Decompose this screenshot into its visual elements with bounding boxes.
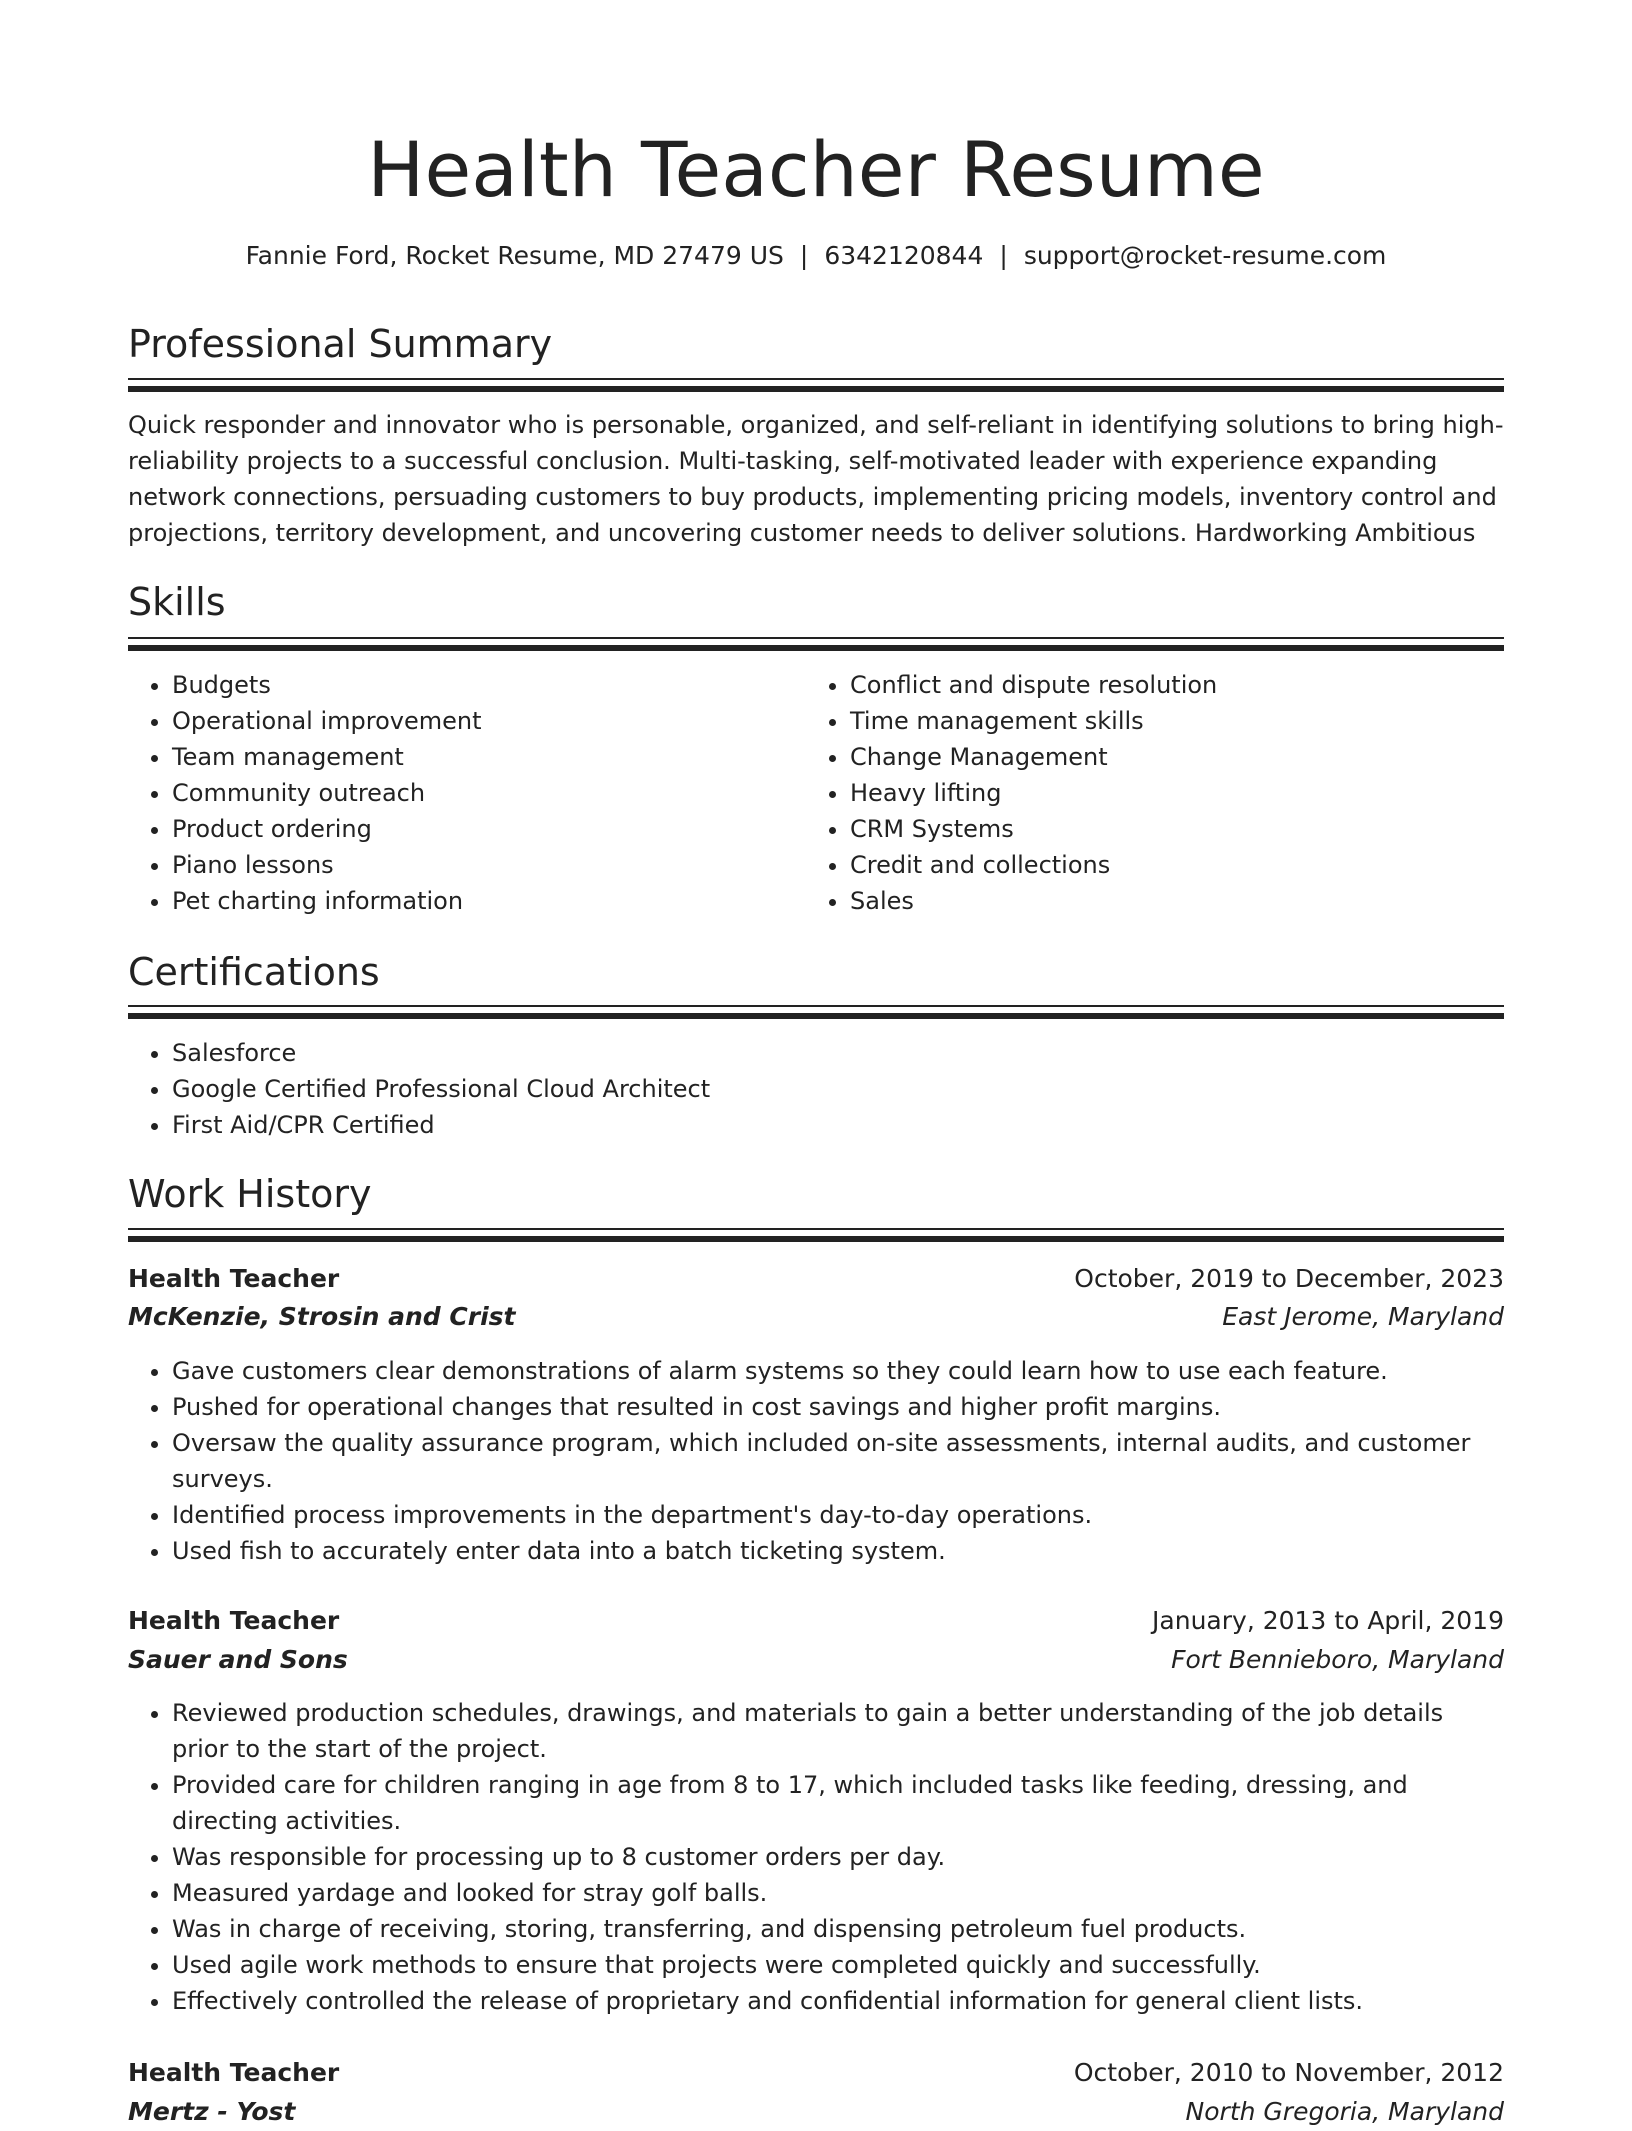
job-subheader [128,1298,1504,1336]
skill-item: • Pet charting information [172,883,802,919]
job-bullet: • Gave customers clear demonstrations of alarm systems so they could learn how to use each feature. [172,1353,1504,1389]
skill-item: • Operational improvement [172,703,802,739]
job-location: North Gregoria, Maryland [1185,2097,1504,2126]
skill-item: • Conflict and dispute resolution [850,667,1500,703]
summary-text: Quick responder and innovator who is personable, organized, and self-reliant in identifying solutions to bring high-reliability projects to a successful conclusion. Multi-tasking, self-motivated leader with experience expanding network connections, persuading customers to buy products, implementing pricing models, inventory control and projections, territory development, and uncovering customer needs to deliver solutions. Hardworking Ambitious [128,411,1504,547]
job-header [128,2054,1504,2092]
skill-item: • Credit and collections [850,847,1500,883]
contact-line [128,238,1504,274]
job-bullet: • Pushed for operational changes that resulted in cost savings and higher profit margins. [172,1389,1504,1425]
job-bullet: • Provided care for children ranging in age from 8 to 17, which included tasks like feeding, dressing, and directing activities. [172,1767,1504,1839]
certifications-heading: Certifications [128,950,380,994]
contact-phone: 6342120844 [824,241,984,270]
job-header [128,1602,1504,1640]
skill-item: • Product ordering [172,811,802,847]
section-divider [128,1005,1504,1019]
job-company: Sauer and Sons [128,1645,348,1674]
job-dates: October, 2010 to November, 2012 [1073,2058,1504,2087]
certification-item: • First Aid/CPR Certified [172,1107,1504,1143]
contact-address: Fannie Ford, Rocket Resume, MD 27479 US [245,241,784,270]
job-bullet: • Used fish to accurately enter data into a batch ticketing system. [172,1533,1504,1569]
job-bullet: • Oversaw the quality assurance program, which included on-site assessments, internal audits, and customer surveys. [172,1425,1504,1497]
job-title: Health Teacher [128,2058,340,2087]
job-subheader [128,2093,1504,2131]
skills-heading: Skills [128,580,226,624]
job-title: Health Teacher [128,1606,340,1635]
job-bullet: • Used agile work methods to ensure that projects were completed quickly and successfully. [172,1947,1504,1983]
job-location: East Jerome, Maryland [1222,1302,1504,1331]
job-bullet: • Measured yardage and looked for stray golf balls. [172,1875,1504,1911]
job-dates: October, 2019 to December, 2023 [1074,1264,1504,1293]
contact-email[interactable]: support@rocket-resume.com [1023,241,1387,270]
job-bullet: • Identified process improvements in the department's day-to-day operations. [172,1497,1504,1533]
skill-item: • Change Management [850,739,1500,775]
job-header [128,1260,1504,1298]
job-bullet: • Was responsible for processing up to 8 customer orders per day. [172,1839,1504,1875]
skills-list-right [806,667,1500,919]
skill-item: • Community outreach [172,775,802,811]
certification-item: • Salesforce [172,1035,1504,1071]
certification-item: • Google Certified Professional Cloud Architect [172,1071,1504,1107]
job-company: Mertz - Yost [128,2097,296,2126]
section-divider [128,637,1504,651]
job-bullet: • Reviewed production schedules, drawings, and materials to gain a better understanding of the job details prior to the start of the project. [172,1695,1504,1767]
section-divider [128,1228,1504,1242]
job-bullets [128,1695,1504,2019]
section-divider [128,378,1504,392]
work-history-heading: Work History [128,1172,372,1216]
job-subheader [128,1641,1504,1679]
skill-item: • Team management [172,739,802,775]
skill-item: • Sales [850,883,1500,919]
job-bullet: • Was in charge of receiving, storing, transferring, and dispensing petroleum fuel products. [172,1911,1504,1947]
job-title: Health Teacher [128,1264,340,1293]
skills-list-left [128,667,802,919]
job-bullets [128,1353,1504,1569]
contact-separator: | [799,241,809,270]
job-dates: January, 2013 to April, 2019 [1152,1606,1504,1635]
skill-item: • Heavy lifting [850,775,1500,811]
skill-item: • Time management skills [850,703,1500,739]
contact-separator: | [999,241,1008,270]
certifications-list [128,1035,1504,1143]
skill-item: • Budgets [172,667,802,703]
skill-item: • CRM Systems [850,811,1500,847]
summary-heading: Professional Summary [128,322,553,366]
job-location: Fort Bennieboro, Maryland [1171,1645,1504,1674]
skill-item: • Piano lessons [172,847,802,883]
job-bullet: • Effectively controlled the release of proprietary and confidential information for general client lists. [172,1983,1504,2019]
job-company: McKenzie, Strosin and Crist [128,1302,516,1331]
resume-title: Health Teacher Resume [367,125,1265,214]
